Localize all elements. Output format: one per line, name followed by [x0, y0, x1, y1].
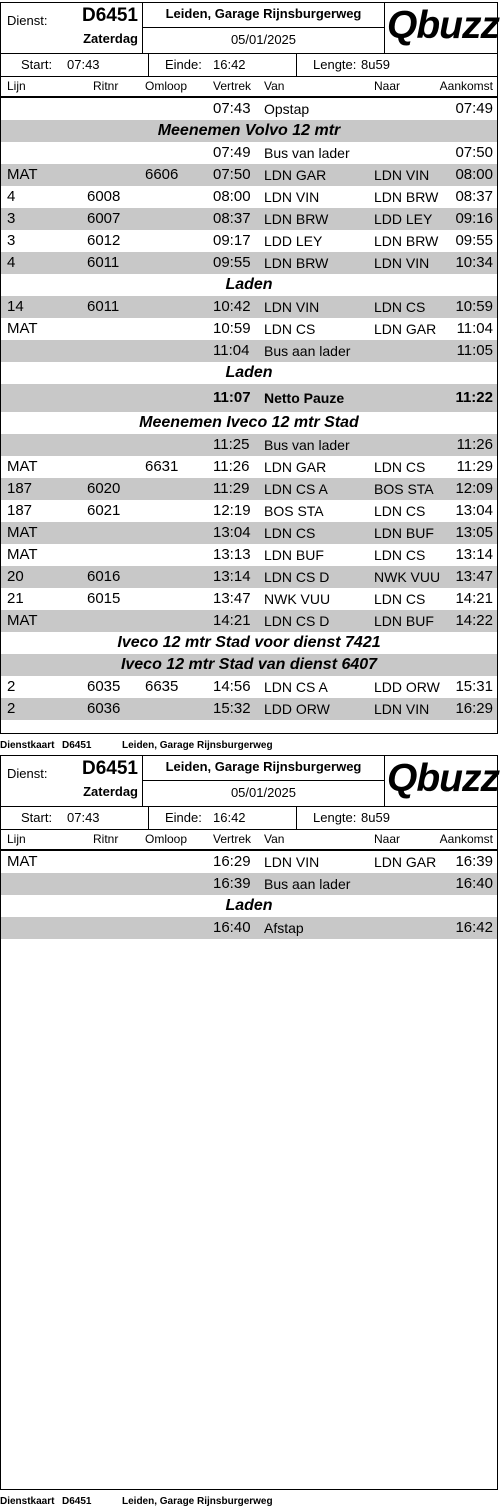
trip-row [1, 186, 497, 208]
cell-vertrek: 13:13 [213, 546, 251, 563]
logo-cell [385, 3, 499, 53]
cell-ritnr: 6007 [87, 210, 121, 227]
cell-lijn: 3 [7, 210, 16, 227]
section-heading: Meenemen Iveco 12 mtr Stad [139, 414, 359, 431]
cell-aankomst: 10:34 [455, 254, 493, 271]
dienstkaart-page-2 [0, 755, 498, 1490]
start-label: Start: [21, 57, 53, 72]
cell-vertrek: 11:04 [213, 342, 250, 359]
cell-vertrek: 12:19 [213, 502, 251, 519]
cell-van: LDN VIN [264, 189, 320, 205]
cell-vertrek: 16:29 [213, 853, 251, 870]
cell-naar: LDN BRW [374, 189, 439, 205]
cell-ritnr: 6012 [87, 232, 121, 249]
dienst-number: D6451 [82, 5, 138, 26]
cell-aankomst: 08:00 [455, 166, 493, 183]
cell-lijn: 3 [7, 232, 16, 249]
start-time: 07:43 [67, 57, 100, 72]
cell-aankomst: 14:21 [455, 590, 493, 607]
cell-van: LDN GAR [264, 459, 327, 475]
cell-vertrek: 13:14 [213, 568, 251, 585]
cell-lijn: 4 [7, 254, 16, 271]
cell-van: LDN BRW [264, 211, 329, 227]
time-summary [1, 807, 497, 830]
cell-omloop: 6635 [145, 678, 179, 695]
col-lijn: Lijn [7, 832, 26, 846]
trip-row [1, 522, 497, 544]
cell-van: LDN CS D [264, 569, 330, 585]
cell-aankomst: 16:29 [455, 700, 493, 717]
cell-vertrek: 08:37 [213, 210, 251, 227]
cell-van: Bus aan lader [264, 876, 351, 892]
cell-van: LDN CS D [264, 613, 330, 629]
trip-row [1, 98, 497, 120]
cell-aankomst: 16:40 [455, 875, 493, 892]
cell-van: LDN CS A [264, 481, 328, 497]
cell-aankomst: 14:22 [455, 612, 493, 629]
cell-naar: NWK VUU [374, 569, 441, 585]
cell-vertrek: 13:04 [213, 524, 251, 541]
time-summary [1, 54, 497, 77]
col-lijn: Lijn [7, 79, 26, 93]
cell-aankomst: 07:50 [455, 144, 493, 161]
pause-row [1, 384, 497, 412]
dienst-label: Dienst: [7, 13, 48, 28]
lengte-label: Lengte: [313, 810, 357, 825]
cell-aankomst: 11:26 [456, 436, 493, 453]
cell-ritnr: 6016 [87, 568, 121, 585]
trip-row [1, 230, 497, 252]
cell-lijn: 2 [7, 700, 16, 717]
trip-row [1, 676, 497, 698]
dienstkaart-page-1 [0, 2, 498, 734]
location-name: Leiden, Garage Rijnsburgerweg [143, 756, 384, 781]
col-vertrek: Vertrek [213, 832, 252, 846]
day-label: Zaterdag [83, 31, 138, 46]
cell-lijn: 4 [7, 188, 16, 205]
cell-naar: LDN CS [374, 459, 426, 475]
cell-ritnr: 6035 [87, 678, 121, 695]
trip-row [1, 478, 497, 500]
cell-lijn: MAT [7, 166, 38, 183]
cell-naar: LDN CS [374, 591, 426, 607]
footer-location: Leiden, Garage Rijnsburgerweg [122, 1496, 273, 1507]
cell-vertrek: 13:47 [213, 590, 251, 607]
footer-label: Dienstkaart [0, 740, 55, 751]
trip-row [1, 610, 497, 632]
section-heading: Laden [225, 364, 273, 381]
trip-row [1, 456, 497, 478]
cell-vertrek: 11:25 [213, 436, 250, 453]
cell-aankomst: 11:29 [456, 458, 493, 475]
cell-vertrek: 07:50 [213, 166, 251, 183]
cell-lijn: MAT [7, 612, 38, 629]
cell-lijn: 2 [7, 678, 16, 695]
trip-row [1, 318, 497, 340]
dienst-cell [1, 3, 143, 53]
col-ritnr: Ritnr [93, 79, 119, 93]
logo-cell [385, 756, 499, 806]
footer-dienst: D6451 [62, 740, 92, 751]
service-date: 05/01/2025 [230, 32, 297, 47]
dienst-label: Dienst: [7, 766, 48, 781]
trip-row [1, 873, 497, 895]
cell-van: Netto Pauze [264, 390, 345, 406]
cell-naar: LDN CS [374, 503, 426, 519]
cell-vertrek: 16:39 [213, 875, 251, 892]
trip-row [1, 142, 497, 164]
col-van: Van [264, 832, 285, 846]
trip-row [1, 544, 497, 566]
trip-row [1, 566, 497, 588]
cell-naar: LDD ORW [374, 679, 440, 695]
cell-naar: LDN VIN [374, 255, 430, 271]
trip-table-page-2 [1, 851, 497, 939]
footer-page-1 [0, 740, 500, 754]
col-omloop: Omloop [145, 832, 188, 846]
cell-vertrek: 08:00 [213, 188, 251, 205]
column-headers [1, 830, 497, 851]
cell-van: Afstap [264, 920, 304, 936]
cell-vertrek: 15:32 [213, 700, 251, 717]
cell-lijn: 14 [7, 298, 24, 315]
trip-row [1, 500, 497, 522]
cell-aankomst: 16:39 [455, 853, 493, 870]
qbuzz-logo: Qbuzz [387, 4, 499, 47]
cell-van: LDN VIN [264, 299, 320, 315]
cell-van: Bus van lader [264, 145, 350, 161]
einde-label: Einde: [165, 57, 202, 72]
cell-ritnr: 6021 [87, 502, 121, 519]
cell-van: LDN CS [264, 321, 316, 337]
cell-van: LDN VIN [264, 854, 320, 870]
col-naar: Naar [374, 79, 401, 93]
end-time: 16:42 [213, 810, 246, 825]
col-aankomst: Aankomst [439, 832, 493, 846]
cell-naar: LDN VIN [374, 701, 430, 717]
cell-lijn: MAT [7, 458, 38, 475]
cell-van: LDN BRW [264, 255, 329, 271]
location-cell [143, 3, 385, 53]
section-heading: Meenemen Volvo 12 mtr [1, 120, 497, 142]
column-headers [1, 77, 497, 98]
cell-van: LDD ORW [264, 701, 330, 717]
footer-page-2 [0, 1496, 500, 1510]
footer-dienst: D6451 [62, 1496, 92, 1507]
trip-row [1, 340, 497, 362]
cell-van: LDD LEY [264, 233, 323, 249]
section-heading: Laden [225, 897, 273, 914]
section-heading: Iveco 12 mtr Stad van dienst 6407 [1, 654, 497, 676]
cell-omloop: 6606 [145, 166, 179, 183]
cell-lijn: MAT [7, 853, 38, 870]
cell-naar: LDN VIN [374, 167, 430, 183]
dienst-number: D6451 [82, 758, 138, 779]
cell-lijn: MAT [7, 546, 38, 563]
end-time: 16:42 [213, 57, 246, 72]
cell-aankomst: 12:09 [455, 480, 493, 497]
cell-vertrek: 11:29 [213, 480, 250, 497]
cell-naar: LDN BUF [374, 525, 434, 541]
cell-vertrek: 11:26 [213, 458, 250, 475]
col-aankomst: Aankomst [439, 79, 493, 93]
cell-naar: LDN GAR [374, 321, 437, 337]
cell-aankomst: 16:42 [455, 919, 493, 936]
cell-aankomst: 09:55 [455, 232, 493, 249]
cell-ritnr: 6011 [87, 254, 120, 271]
service-date: 05/01/2025 [230, 785, 297, 800]
cell-van: LDN CS [264, 525, 316, 541]
cell-aankomst: 13:04 [455, 502, 493, 519]
trip-row [1, 851, 497, 873]
cell-naar: LDN CS [374, 547, 426, 563]
cell-ritnr: 6020 [87, 480, 121, 497]
dienst-cell [1, 756, 143, 806]
einde-label: Einde: [165, 810, 202, 825]
trip-row [1, 434, 497, 456]
cell-vertrek: 09:55 [213, 254, 251, 271]
cell-van: Bus aan lader [264, 343, 351, 359]
col-vertrek: Vertrek [213, 79, 252, 93]
col-van: Van [264, 79, 285, 93]
cell-van: Opstap [264, 101, 310, 117]
cell-naar: LDN CS [374, 299, 426, 315]
col-naar: Naar [374, 832, 401, 846]
footer-location: Leiden, Garage Rijnsburgerweg [122, 740, 273, 751]
trip-row [1, 164, 497, 186]
trip-row [1, 588, 497, 610]
cell-lijn: 187 [7, 502, 33, 519]
cell-aankomst: 08:37 [455, 188, 493, 205]
cell-aankomst: 07:49 [455, 100, 493, 117]
cell-aankomst: 13:47 [455, 568, 493, 585]
col-ritnr: Ritnr [93, 832, 119, 846]
trip-row [1, 698, 497, 720]
trip-table-page-1 [1, 98, 497, 720]
col-omloop: Omloop [145, 79, 188, 93]
cell-ritnr: 6036 [87, 700, 121, 717]
cell-aankomst: 11:05 [456, 342, 493, 359]
cell-van: BOS STA [264, 503, 324, 519]
cell-vertrek: 07:43 [213, 100, 251, 117]
duration: 8u59 [361, 810, 390, 825]
cell-vertrek: 14:56 [213, 678, 251, 695]
card-header [1, 3, 497, 54]
cell-vertrek: 11:07 [213, 389, 251, 406]
cell-aankomst: 13:14 [455, 546, 493, 563]
duration: 8u59 [361, 57, 390, 72]
cell-lijn: 21 [7, 590, 24, 607]
section-heading: Iveco 12 mtr Stad voor dienst 7421 [117, 634, 381, 651]
cell-naar: BOS STA [374, 481, 434, 497]
location-cell [143, 756, 385, 806]
cell-vertrek: 10:59 [213, 320, 251, 337]
cell-ritnr: 6011 [87, 298, 120, 315]
cell-naar: LDN BUF [374, 613, 434, 629]
cell-aankomst: 11:22 [455, 389, 493, 406]
cell-aankomst: 15:31 [455, 678, 493, 695]
cell-van: LDN GAR [264, 167, 327, 183]
footer-label: Dienstkaart [0, 1496, 55, 1507]
cell-aankomst: 10:59 [455, 298, 493, 315]
cell-vertrek: 07:49 [213, 144, 251, 161]
cell-lijn: 20 [7, 568, 24, 585]
cell-lijn: 187 [7, 480, 33, 497]
cell-van: Bus van lader [264, 437, 350, 453]
cell-lijn: MAT [7, 524, 38, 541]
cell-aankomst: 13:05 [455, 524, 493, 541]
cell-lijn: MAT [7, 320, 38, 337]
cell-aankomst: 11:04 [456, 320, 493, 337]
cell-naar: LDN BRW [374, 233, 439, 249]
cell-naar: LDN GAR [374, 854, 437, 870]
cell-ritnr: 6008 [87, 188, 121, 205]
cell-omloop: 6631 [145, 458, 179, 475]
cell-vertrek: 10:42 [213, 298, 251, 315]
cell-vertrek: 09:17 [213, 232, 251, 249]
cell-naar: LDD LEY [374, 211, 433, 227]
cell-vertrek: 16:40 [213, 919, 251, 936]
card-header [1, 756, 497, 807]
trip-row [1, 917, 497, 939]
cell-ritnr: 6015 [87, 590, 121, 607]
cell-van: LDN BUF [264, 547, 324, 563]
cell-van: NWK VUU [264, 591, 331, 607]
trip-row [1, 296, 497, 318]
section-heading: Laden [225, 276, 273, 293]
cell-aankomst: 09:16 [455, 210, 493, 227]
trip-row [1, 252, 497, 274]
qbuzz-logo: Qbuzz [387, 757, 499, 800]
cell-van: LDN CS A [264, 679, 328, 695]
cell-vertrek: 14:21 [213, 612, 251, 629]
start-time: 07:43 [67, 810, 100, 825]
start-label: Start: [21, 810, 53, 825]
lengte-label: Lengte: [313, 57, 357, 72]
trip-row [1, 208, 497, 230]
day-label: Zaterdag [83, 784, 138, 799]
location-name: Leiden, Garage Rijnsburgerweg [143, 3, 384, 28]
